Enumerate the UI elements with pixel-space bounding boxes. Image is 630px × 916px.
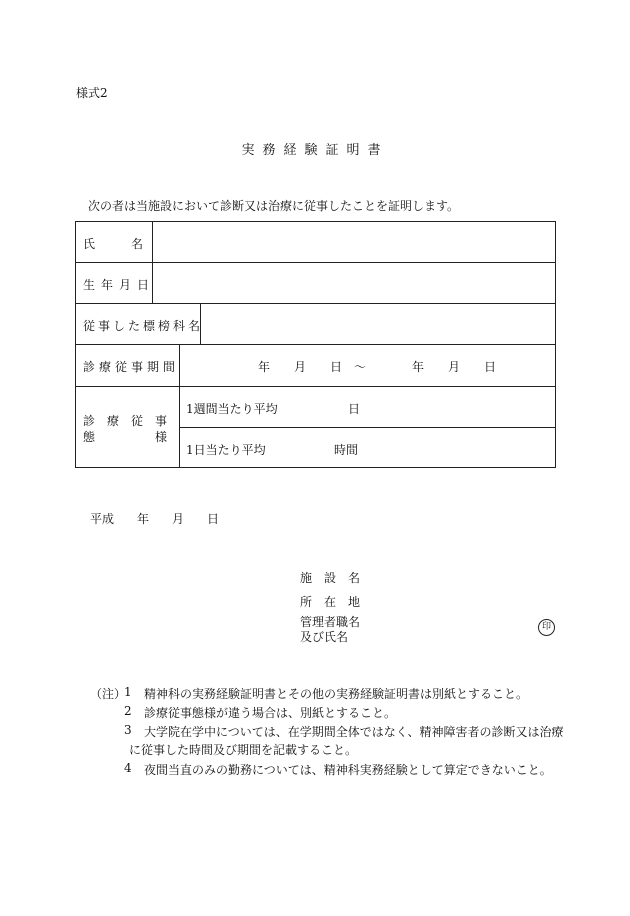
period-tilde: 〜 (354, 360, 367, 374)
row-divider (179, 427, 555, 428)
note-4-number: 4 (124, 761, 132, 775)
mode-label-line2: 態 様 (83, 430, 168, 444)
notes-prefix: （注） (90, 687, 127, 701)
period-label: 診療従事期間 (83, 360, 180, 374)
daily-average-label: 1日当たり平均 (186, 443, 266, 457)
facility-name-label: 施 設 名 (300, 571, 361, 585)
dob-label: 生年月日 (83, 278, 156, 292)
daily-average-unit: 時間 (334, 443, 359, 457)
note-3-continuation: に従事した時間及び期間を記載すること。 (129, 743, 358, 757)
note-3-number: 3 (124, 723, 132, 737)
note-3-text: 大学院在学中については、在学期間全体ではなく、精神障害者の診断又は治療 (144, 725, 564, 739)
seal-mark: 印 (538, 619, 555, 636)
note-1-text: 精神科の実務経験証明書とその他の実務経験証明書は別紙とすること。 (144, 687, 529, 701)
mode-label-line1: 診 療 従 事 (83, 414, 168, 428)
row-divider (76, 344, 555, 345)
weekly-average-label: 1週間当たり平均 (186, 402, 278, 416)
name-label: 氏 名 (83, 237, 144, 251)
note-2-text: 診療従事態様が違う場合は、別紙とすること。 (144, 706, 397, 720)
date-day: 日 (207, 512, 220, 526)
row-divider (76, 386, 555, 387)
name-field[interactable] (156, 224, 552, 260)
period-start-day: 日 (330, 360, 343, 374)
department-field[interactable] (204, 306, 552, 342)
note-4-text: 夜間当直のみの勤務については、精神科実務経験として算定できないこと。 (144, 763, 552, 777)
address-label: 所 在 地 (300, 595, 361, 609)
manager-name-label: 及び氏名 (300, 630, 349, 644)
date-year: 年 (137, 512, 150, 526)
certificate-form-table (75, 221, 556, 468)
date-month: 月 (172, 512, 185, 526)
period-end-month: 月 (448, 360, 461, 374)
col-divider (179, 344, 180, 468)
row-divider (76, 262, 555, 263)
document-title: 実務経験証明書 (241, 143, 389, 158)
row-divider (76, 303, 555, 304)
date-era: 平成 (90, 512, 115, 526)
period-start-year: 年 (258, 360, 271, 374)
form-number: 様式2 (76, 86, 108, 100)
period-start-month: 月 (294, 360, 307, 374)
weekly-average-unit: 日 (348, 402, 361, 416)
intro-text: 次の者は当施設において診断又は治療に従事したことを証明します。 (88, 199, 460, 213)
period-end-day: 日 (484, 360, 497, 374)
department-label: 従事した標榜科名 (83, 319, 204, 333)
period-end-year: 年 (412, 360, 425, 374)
dob-field[interactable] (156, 265, 552, 301)
note-1-number: 1 (124, 685, 132, 699)
note-2-number: 2 (124, 704, 132, 718)
manager-title-label: 管理者職名 (300, 615, 361, 629)
